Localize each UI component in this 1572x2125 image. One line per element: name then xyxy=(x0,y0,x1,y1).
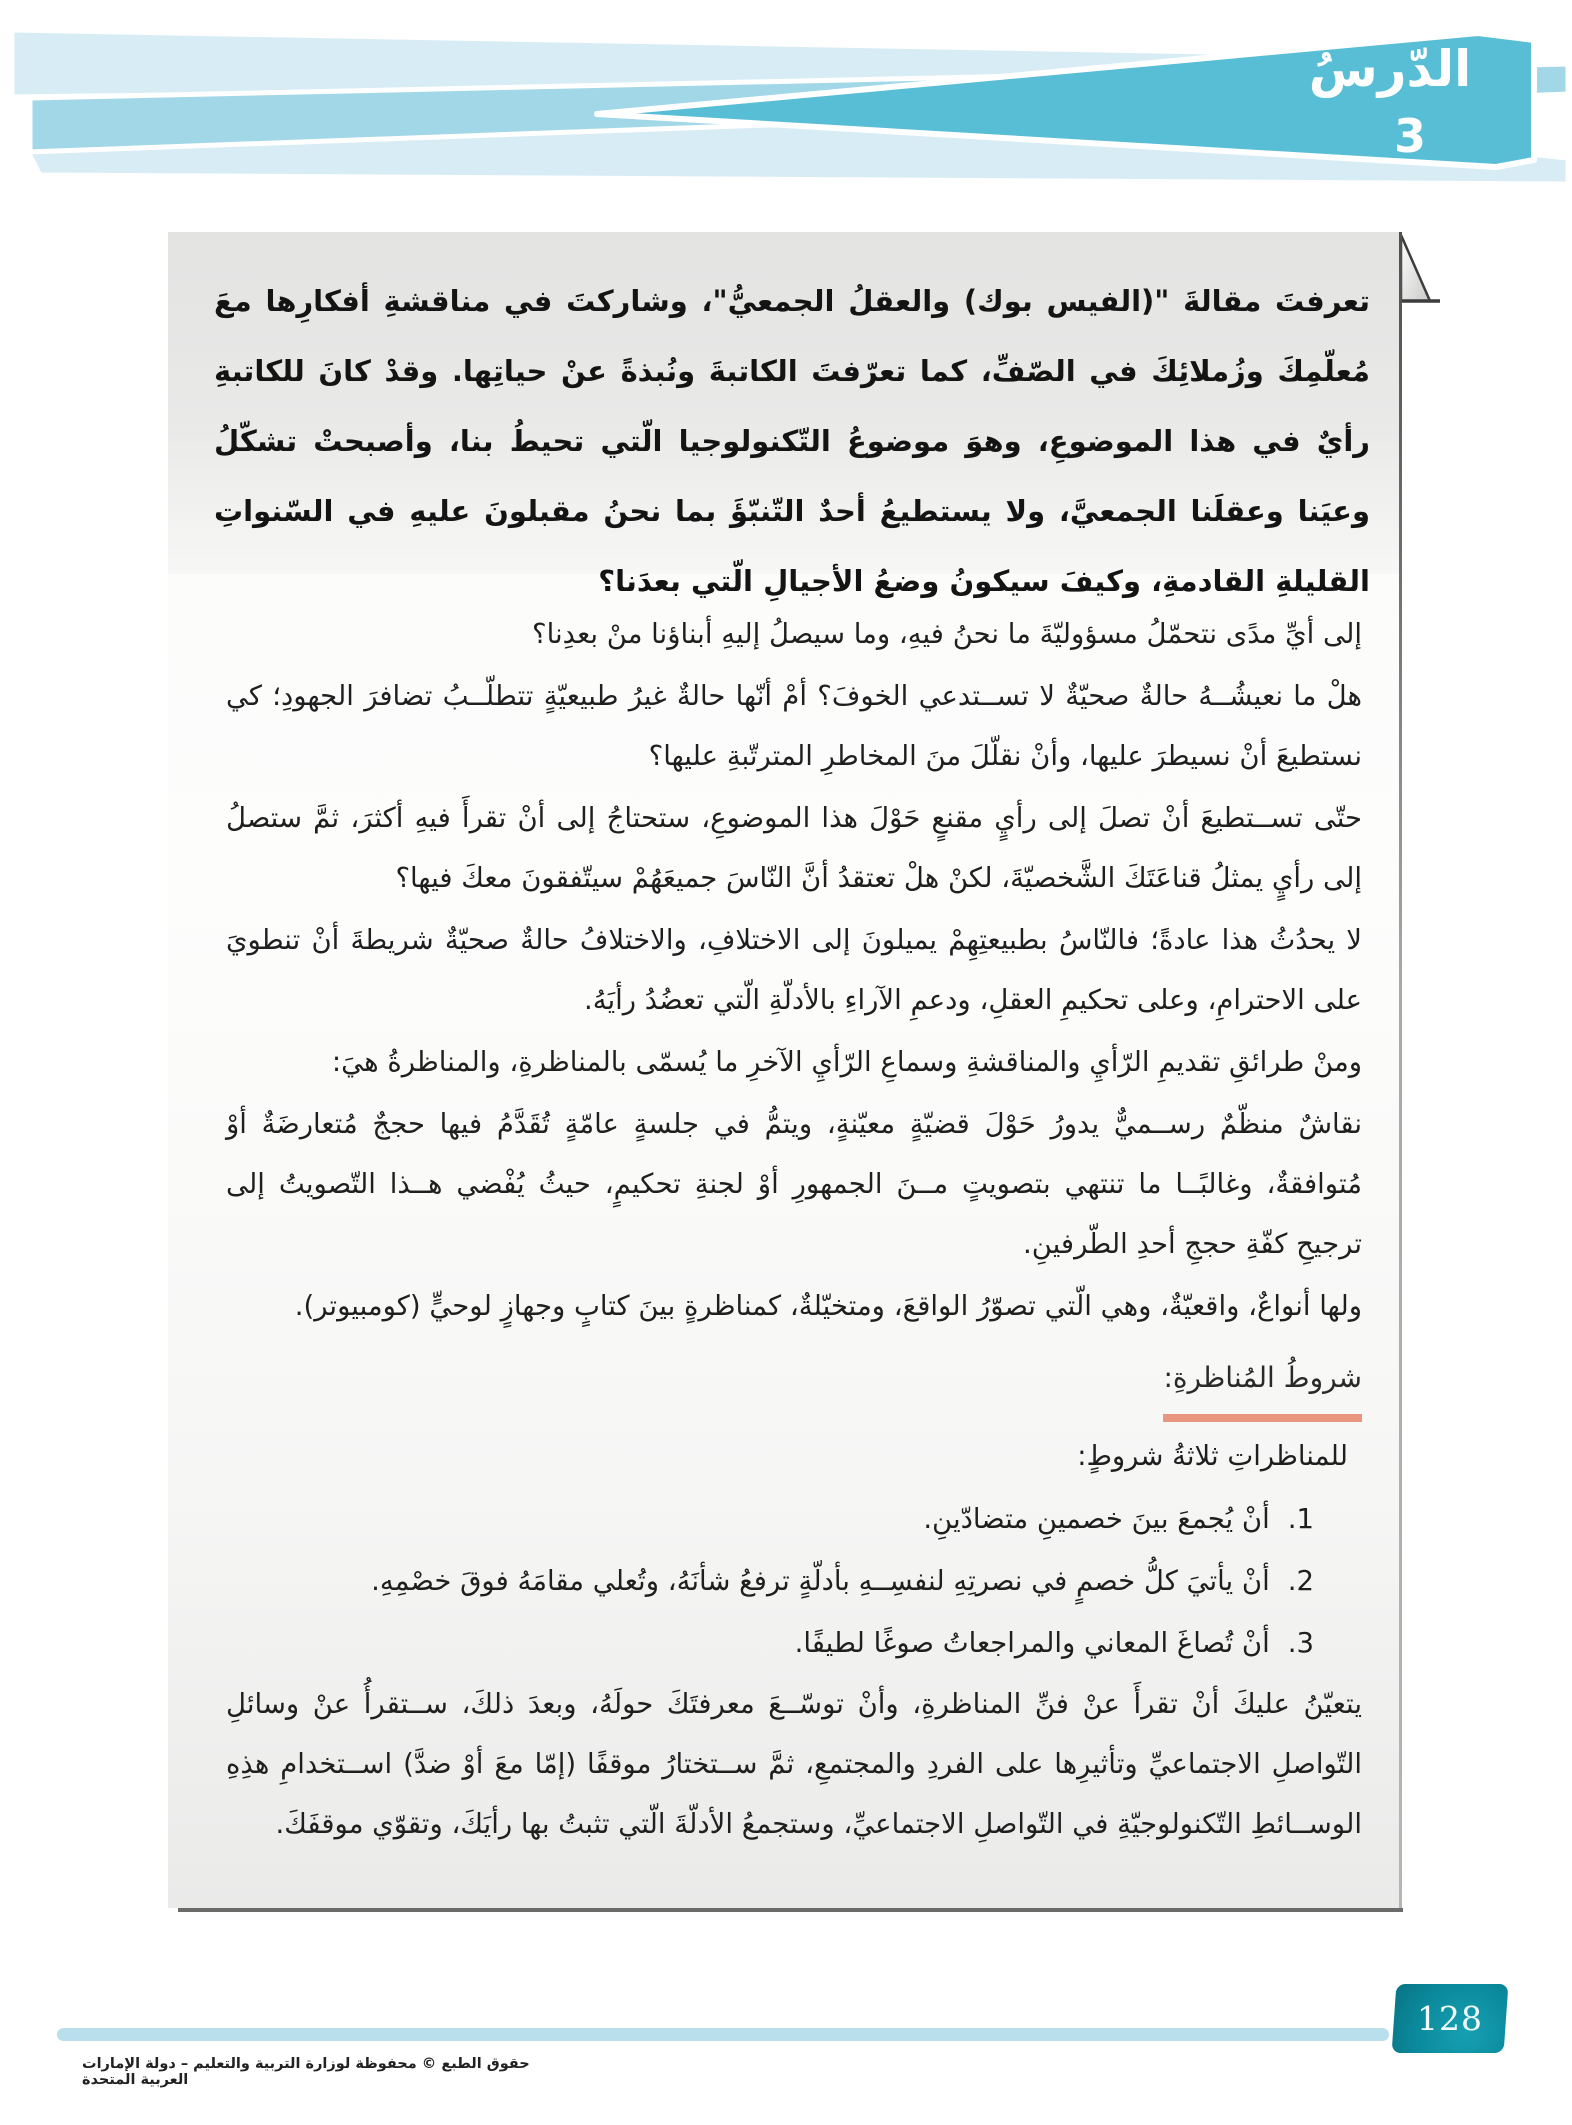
paragraph-debate-intro: ومنْ طرائقِ تقديمِ الرّأيِ والمناقشةِ وسماعِ الرّأيِ الآخرِ ما يُسمّى بالمناظرةِ، والمناظرةُ هيَ: xyxy=(331,1046,1362,1078)
article-body xyxy=(168,604,1400,1854)
intro-box xyxy=(168,232,1400,598)
paragraph-debate-definition: نقاشٌ منظّمٌ رســميٌّ يدورُ حَوْلَ قضيّةٍ معيّنةٍ، ويتمُّ في جلسةٍ عامّةٍ تُقَدَّمُ فيها حججٌ مُتعارضَةٌ أوْ مُتوافقةٌ، وغالبًــا ما تنتهي بتصويتٍ مــنَ الجمهورِ أوْ لجنةِ تحكيمٍ، حيثُ يُفْضي هــذا التّصويتُ إلى ترجيحِ كفّةِ حججِ أحدِ الطّرفينِ. xyxy=(226,1108,1362,1260)
copyright-notice: حقوق الطبع © محفوظة لوزارة التربية والتعليم – دولة الإمارات العربية المتحدة xyxy=(82,2056,530,2088)
paragraph-debate-types: ولها أنواعٌ، واقعيّةٌ، وهي الّتي تصوّرُ الواقعَ، ومتخيّلةٌ، كمناظرةٍ بينَ كتابٍ وجهازٍ لوحيٍّ (كومبيوتر). xyxy=(294,1290,1362,1322)
page-number: 128 xyxy=(1417,1999,1483,2038)
list-item xyxy=(226,1550,1362,1612)
list-item-text: أنْ يُجمعَ بينَ خصمينِ متضادّينِ. xyxy=(923,1503,1270,1535)
list-item xyxy=(226,1612,1362,1674)
list-item-number: 2. xyxy=(1287,1565,1314,1597)
list-item-text: أنْ يأتيَ كلُّ خصمٍ في نصرتِهِ لنفسِــهِ بأدلّةٍ ترفعُ شأنَهُ، وتُعلي مقامَهُ فوقَ خصْمِهِ. xyxy=(371,1565,1270,1597)
paragraph-forming-opinion: حتّى تســتطيعَ أنْ تصلَ إلى رأيٍ مقنعٍ حَوْلَ هذا الموضوعِ، ستحتاجُ إلى أنْ تقرأَ فيهِ أكثرَ، ثمَّ ستصلُ إلى رأيٍ يمثلُ قناعَتَكَ الشَّخصيّةَ، لكنْ هلْ تعتقدُ أنَّ النّاسَ جميعَهُمْ سيتّفقونَ معكَ فيها؟ xyxy=(226,802,1362,894)
lesson-sheet xyxy=(168,232,1400,1908)
footer-divider-bar xyxy=(57,2028,1389,2041)
list-item xyxy=(226,1488,1362,1550)
section-heading-wrap xyxy=(226,1348,1362,1422)
conditions-list xyxy=(226,1488,1362,1674)
paragraph-closing-task: يتعيّنُ عليكَ أنْ تقرأَ عنْ فنِّ المناظرةِ، وأنْ توسّــعَ معرفتَكَ حولَهُ، وبعدَ ذلكَ، ســتقرأُ عنْ وسائلِ التّواصلِ الاجتماعيِّ وتأثيرِها على الفردِ والمجتمعِ، ثمَّ ســتختارُ موقفًا (إمّا معَ أوْ ضدَّ) اســتخدامِ هذِهِ الوســائطِ التّكنولوجيّةِ في التّواصلِ الاجتماعيِّ، وستجمعُ الأدلّةَ الّتي تثبتُ بها رأيَكَ، وتقوّي موقفَكَ. xyxy=(226,1688,1362,1840)
intro-paragraph: تعرفتَ مقالةَ "(الفيس بوك) والعقلُ الجمعيُّ"، وشاركتَ في مناقشةِ أفكارِها معَ مُعلّمِكَ وزُملائِكَ في الصّفِّ، كما تعرّفتَ الكاتبةَ ونُبذةً عنْ حياتِها. وقدْ كانَ للكاتبةِ رأيٌ في هذا الموضوعِ، وهوَ موضوعُ التّكنولوجيا الّتي تحيطُ بنا، وأصبحتْ تشكّلُ وعيَنا وعقلَنا الجمعيَّ، ولا يستطيعُ أحدٌ التّنبّؤَ بما نحنُ مقبلونَ عليهِ في السّنواتِ القليلةِ القادمةِ، وكيفَ سيكونُ وضعُ الأجيالِ الّتي بعدَنا؟ xyxy=(214,284,1370,598)
section-heading-debate-conditions: شروطُ المُناظرةِ: xyxy=(1163,1348,1362,1422)
lesson-number: 3 xyxy=(1393,109,1426,163)
page-number-badge xyxy=(1392,1984,1509,2053)
banner-ribbons-graphic xyxy=(0,0,1572,210)
paragraph-responsibility: إلى أيِّ مدًى نتحمّلُ مسؤوليّةَ ما نحنُ فيهِ، وما سيصلُ إليهِ أبناؤنا منْ بعدِنا؟ xyxy=(532,618,1362,650)
list-item-text: أنْ تُصاغَ المعاني والمراجعاتُ صوغًا لطيفًا. xyxy=(794,1627,1270,1659)
list-item-number: 1. xyxy=(1287,1503,1314,1535)
lesson-title: الدّرسُ xyxy=(1308,40,1472,98)
lesson-banner xyxy=(0,0,1572,210)
paragraph-disagreement: لا يحدُثُ هذا عادةً؛ فالنّاسُ بطبيعتِهِمْ يميلونَ إلى الاختلافِ، والاختلافُ حالةٌ صحيّةٌ شريطةَ أنْ تنطويَ على الاحترامِ، وعلى تحكيمِ العقلِ، ودعمِ الآراءِ بالأدلّةِ الّتي تعضُدُ رأيَهُ. xyxy=(226,924,1362,1016)
paragraph-healthy-state: هلْ ما نعيشُــهُ حالةٌ صحيّةٌ لا تســتدعي الخوفَ؟ أمْ أنّها حالةٌ غيرُ طبيعيّةٍ تتطلّــبُ تضافرَ الجهودِ؛ كي نستطيعَ أنْ نسيطرَ عليها، وأنْ نقلّلَ منَ المخاطرِ المترتّبةِ عليها؟ xyxy=(226,680,1362,772)
page-curl-decoration xyxy=(1400,235,1442,307)
list-item-number: 3. xyxy=(1287,1627,1314,1659)
conditions-intro: للمناظراتِ ثلاثةُ شروطٍ: xyxy=(1077,1440,1348,1472)
